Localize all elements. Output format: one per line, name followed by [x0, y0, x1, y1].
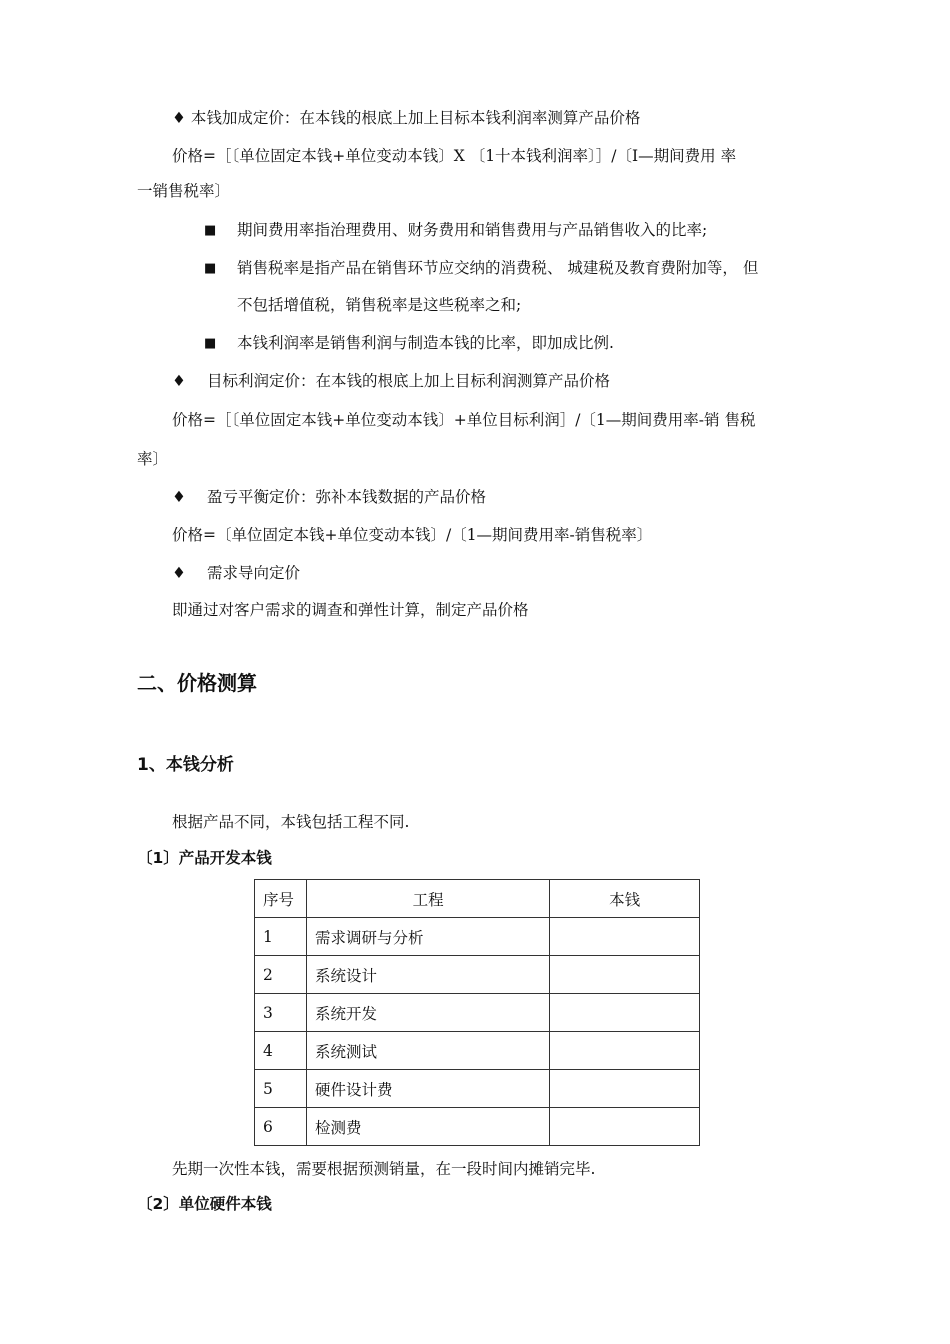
cell-cost — [550, 918, 700, 956]
table-row — [255, 918, 700, 956]
section-heading: 二、价格测算 — [137, 671, 257, 695]
cell-cost — [550, 1032, 700, 1070]
note-bullet-3: ■ — [204, 336, 217, 351]
subsection-heading: 1、本钱分析 — [137, 755, 234, 775]
target-profit-formula-line2: 率〕 — [137, 450, 169, 468]
cost-plus-formula-line2: 一销售税率〕 — [137, 182, 231, 200]
cell-item: 系统开发 — [306, 994, 549, 1032]
note-period-expense: 期间费用率指治理费用、财务费用和销售费用与产品销售收入的比率; — [237, 221, 708, 239]
target-profit-bullet: ♦ — [172, 372, 186, 390]
header-cost: 本钱 — [550, 880, 700, 918]
cell-cost — [550, 1070, 700, 1108]
after-table-note: 先期一次性本钱，需要根据预测销量，在一段时间内摊销完毕. — [172, 1160, 596, 1178]
cell-item: 系统测试 — [306, 1032, 549, 1070]
part2-heading: 〔2〕单位硬件本钱 — [137, 1195, 272, 1213]
breakeven-title: 盈亏平衡定价：弥补本钱数据的产品价格 — [207, 488, 487, 506]
cell-item: 需求调研与分析 — [306, 918, 549, 956]
cell-item: 检测费 — [306, 1108, 549, 1146]
demand-desc: 即通过对客户需求的调查和弹性计算，制定产品价格 — [172, 601, 529, 619]
cell-cost — [550, 1108, 700, 1146]
table-row — [255, 1070, 700, 1108]
header-item: 工程 — [306, 880, 549, 918]
table-row — [255, 1032, 700, 1070]
breakeven-formula: 价格=〔单位固定本钱+单位变动本钱〕/〔1—期间费用率-销售税率〕 — [172, 526, 653, 544]
table-row — [255, 1108, 700, 1146]
table-row — [255, 956, 700, 994]
cell-no: 6 — [255, 1108, 307, 1146]
header-no: 序号 — [255, 880, 307, 918]
note-sales-tax-line1: 销售税率是指产品在销售环节应交纳的消费税、 城建税及教育费附加等， 但 — [237, 259, 759, 277]
demand-title: 需求导向定价 — [207, 564, 301, 582]
part1-heading: 〔1〕产品开发本钱 — [137, 849, 272, 867]
cost-plus-formula-line1: 价格=［〔单位固定本钱+单位变动本钱〕X 〔1十本钱利润率〕］/〔I—期间费用 率 — [172, 147, 737, 165]
section-intro: 根据产品不同，本钱包括工程不同. — [172, 813, 410, 831]
note-sales-tax-line2: 不包括增值税，销售税率是这些税率之和; — [237, 296, 522, 314]
dev-cost-table — [254, 879, 700, 1146]
note-bullet-1: ■ — [204, 223, 217, 238]
cell-no: 3 — [255, 994, 307, 1032]
table-header-row — [255, 880, 700, 918]
cell-item: 系统设计 — [306, 956, 549, 994]
cell-cost — [550, 994, 700, 1032]
note-cost-profit: 本钱利润率是销售利润与制造本钱的比率，即加成比例. — [237, 334, 614, 352]
note-bullet-2: ■ — [204, 261, 217, 276]
cell-item: 硬件设计费 — [306, 1070, 549, 1108]
breakeven-bullet: ♦ — [172, 488, 186, 506]
cell-cost — [550, 956, 700, 994]
cell-no: 1 — [255, 918, 307, 956]
cost-plus-title: ♦ 本钱加成定价：在本钱的根底上加上目标本钱利润率测算产品价格 — [172, 109, 641, 127]
cell-no: 4 — [255, 1032, 307, 1070]
target-profit-formula-line1: 价格=［〔单位固定本钱+单位变动本钱〕+单位目标利润］/〔1—期间费用率-销 售税 — [172, 411, 756, 429]
cell-no: 2 — [255, 956, 307, 994]
cell-no: 5 — [255, 1070, 307, 1108]
table-row — [255, 994, 700, 1032]
demand-bullet: ♦ — [172, 564, 186, 582]
target-profit-title: 目标利润定价：在本钱的根底上加上目标利润测算产品价格 — [207, 372, 611, 390]
